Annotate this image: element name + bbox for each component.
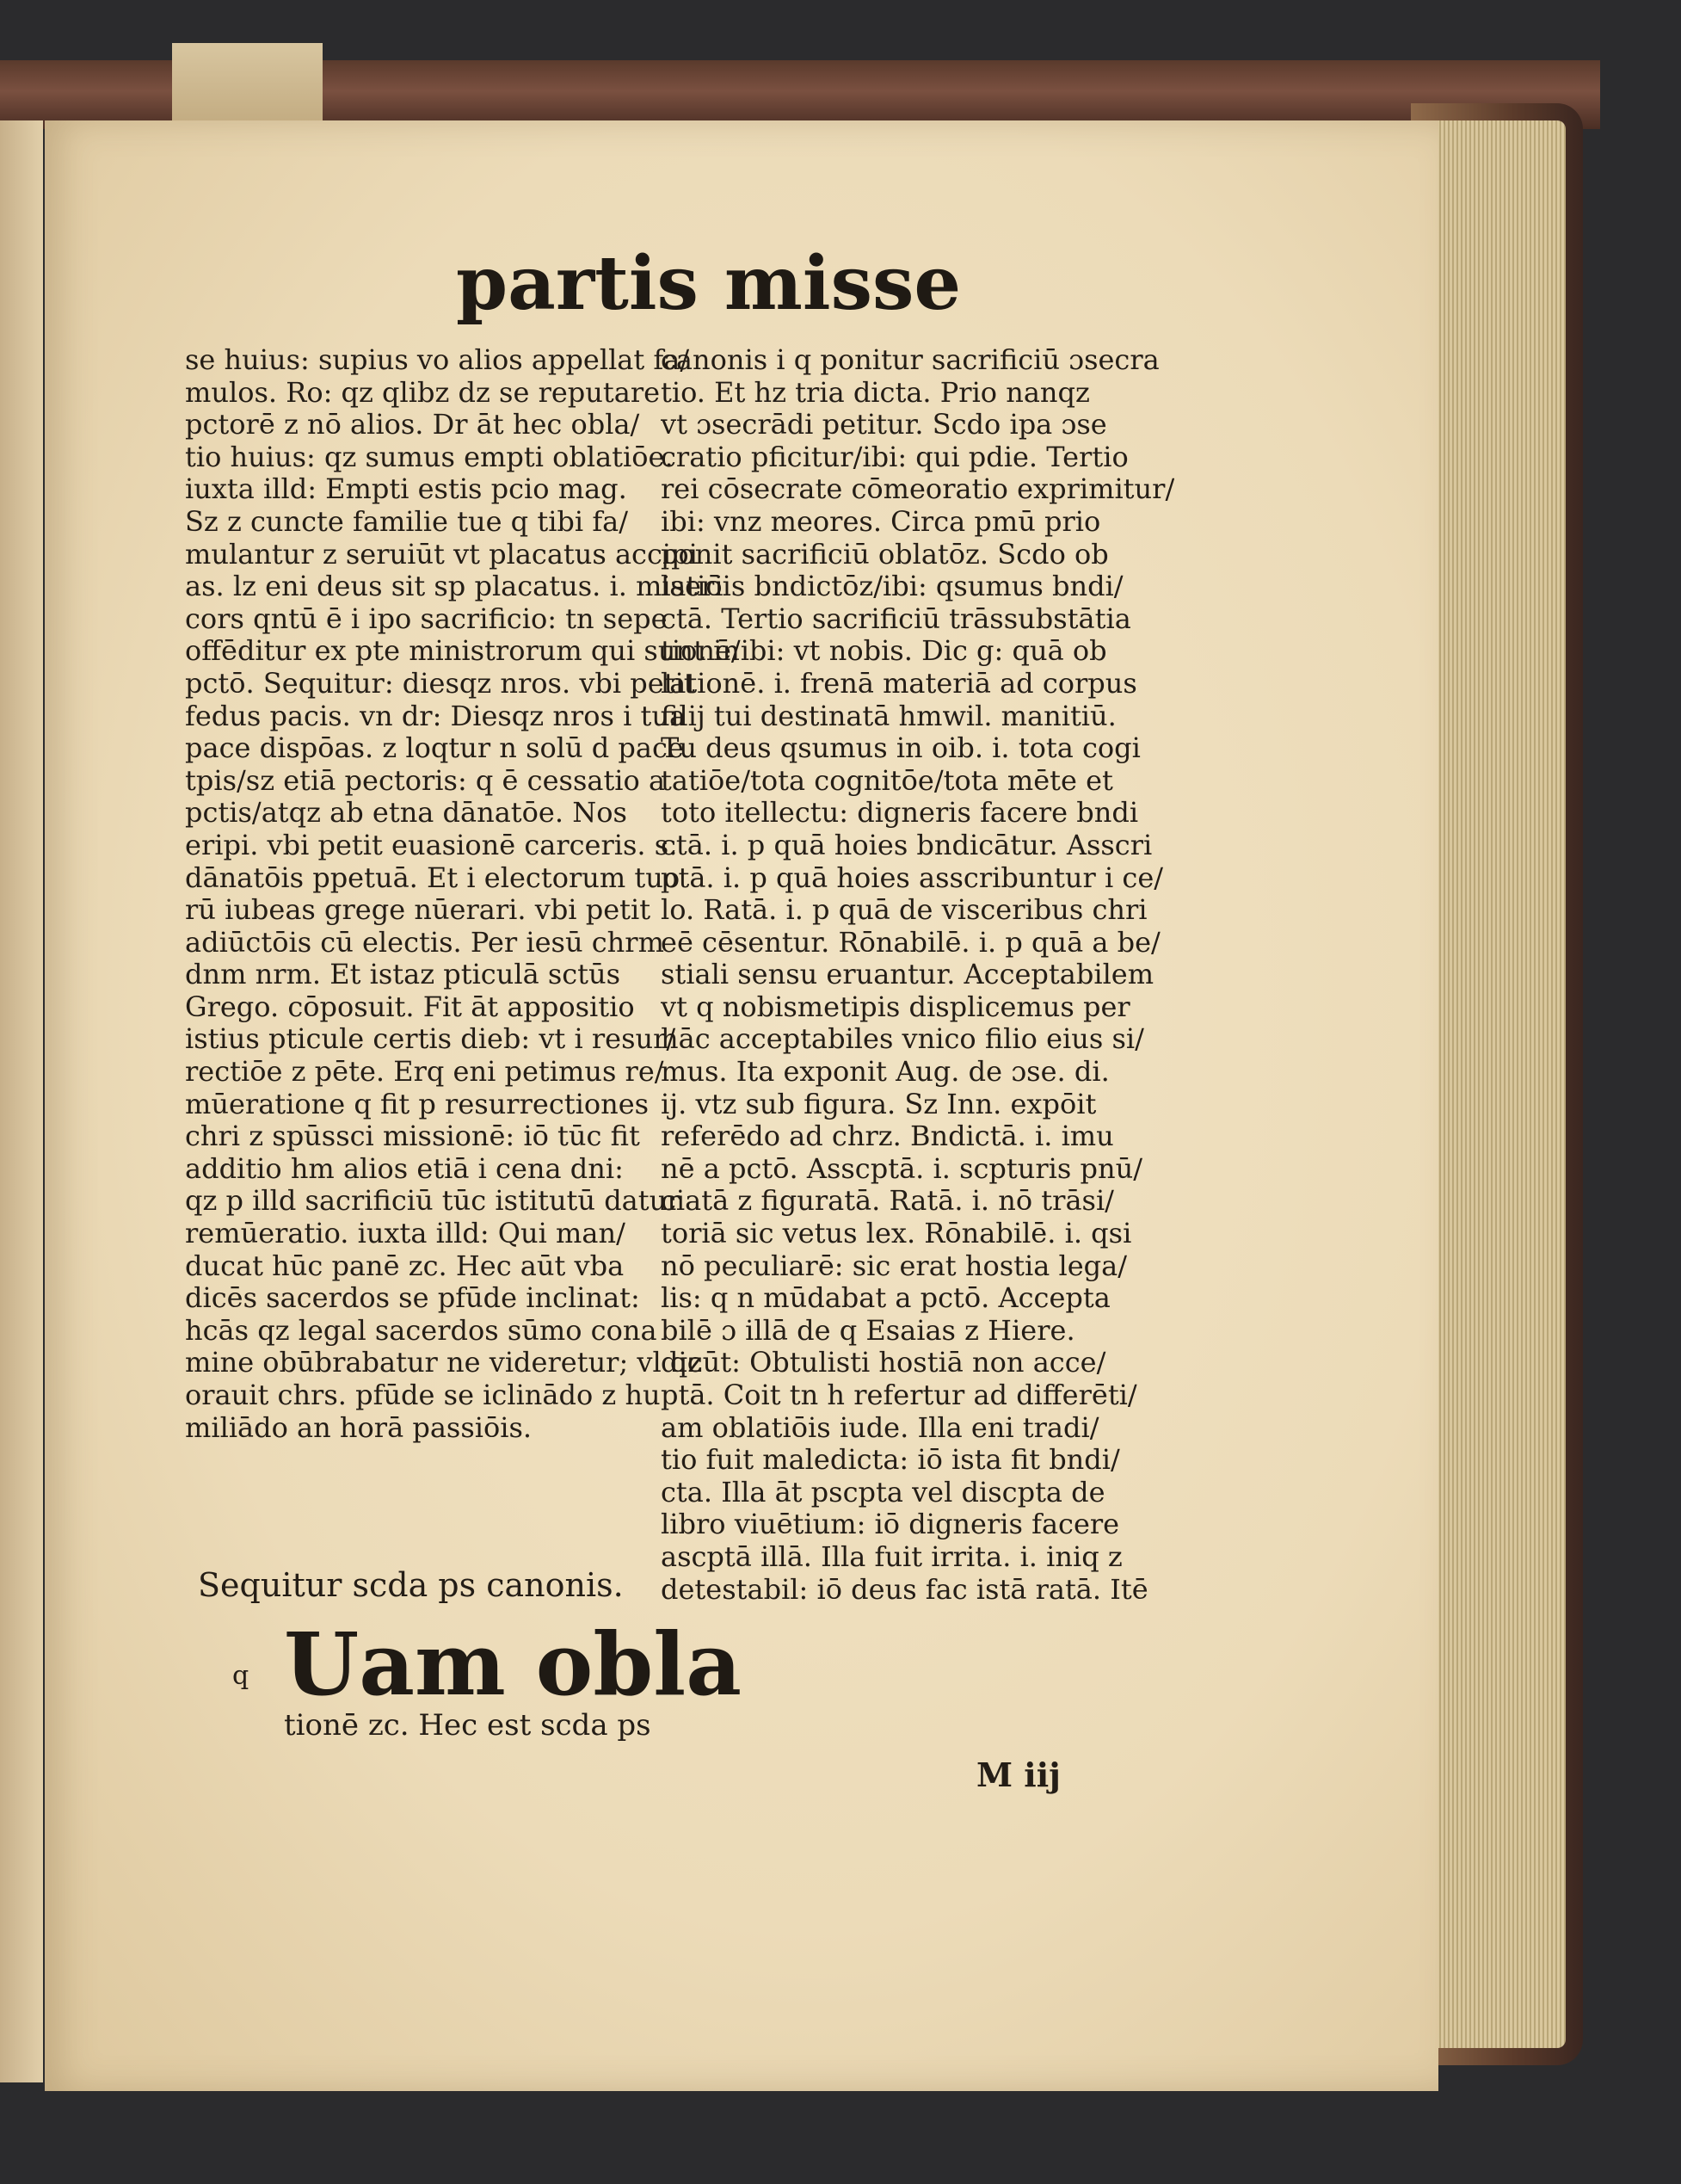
page-edges [1437, 120, 1566, 2048]
text-line: miliādo an horā passiōis. [185, 1411, 533, 1444]
signature-mark: M iij [976, 1755, 1061, 1794]
text-line: latiōis bndictōz/ibi: qsumus bndi/ [661, 571, 1124, 603]
text-line: cratio pficitur/ibi: qui pdie. Tertio [661, 441, 1129, 473]
incipit-continuation: tionē zc. Hec est scda ps [284, 1708, 651, 1743]
text-line: ctā. i. p quā hoies bndicātur. Asscri [661, 829, 1153, 861]
text-line: lo. Ratā. i. p quā de visceribus chri [661, 894, 1148, 927]
text-line: tionē/ibi: vt nobis. Dic g: quā ob [661, 635, 1107, 668]
text-line: pctō. Sequitur: diesqz nros. vbi petit [185, 667, 695, 700]
text-line: remūeratio. iuxta illd: Qui man/ [185, 1218, 625, 1250]
text-line: fedus pacis. vn dr: Diesqz nros i tua [185, 700, 687, 732]
text-line: mulos. Ro: qz qlibz dz se reputare [185, 376, 661, 409]
text-line: tpis/sz etiā pectoris: q ē cessatio a [185, 764, 666, 797]
text-line: toto itellectu: digneris facere bndi [661, 797, 1139, 830]
text-line: Sz z cuncte familie tue q tibi fa/ [185, 505, 629, 538]
text-line: orauit chrs. pfūde se iclinādo z hu [185, 1379, 661, 1411]
text-line: bilē ɔ illā de q Esaias z Hiere. [661, 1314, 1075, 1347]
text-line: rei cōsecrate cōmeoratio exprimitur/ [661, 473, 1175, 506]
text-line: iuxta illd: Empti estis pcio mag. [185, 473, 627, 506]
text-line: detestabil: iō deus fac istā ratā. Itē [661, 1573, 1148, 1606]
text-line: chri z spūssci missionē: iō tūc fit [185, 1120, 640, 1153]
facing-page-edge [0, 120, 43, 2082]
text-line: offēditur ex pte ministrorum qui sunt in [185, 635, 740, 668]
text-line: am oblatiōis iude. Illa eni tradi/ [661, 1411, 1099, 1444]
text-line: nē a pctō. Asscptā. i. scpturis pnū/ [661, 1152, 1142, 1185]
text-line: lationē. i. frenā materiā ad corpus [661, 667, 1137, 700]
text-line: vt q nobismetipis displicemus per [661, 990, 1130, 1023]
text-line: referēdo ad chrz. Bndictā. i. imu [661, 1120, 1114, 1153]
text-line: tatiōe/tota cognitōe/tota mēte et [661, 764, 1113, 797]
text-line: rū iubeas grege nūerari. vbi petit [185, 894, 651, 927]
text-line: ascptā illā. Illa fuit irrita. i. iniq z [661, 1540, 1123, 1573]
text-line: stiali sensu eruantur. Acceptabilem [661, 959, 1155, 991]
text-line: ij. vtz sub figura. Sz Inn. expōit [661, 1088, 1097, 1120]
text-line: libro viuētium: iō digneris facere [661, 1508, 1120, 1541]
text-line: dānatōis ppetuā. Et i electorum tuo [185, 861, 680, 894]
text-line: tio fuit maledicta: iō ista fit bndi/ [661, 1444, 1120, 1477]
text-line: pctorē z nō alios. Dr āt hec obla/ [185, 409, 640, 441]
text-line: ponit sacrificiū oblatōz. Scdo ob [661, 538, 1109, 571]
text-line: mūeratione q fit p resurrectiones [185, 1088, 650, 1120]
text-line: nō peculiarē: sic erat hostia lega/ [661, 1249, 1127, 1282]
text-line: tio. Et hz tria dicta. Prio nanqz [661, 376, 1090, 409]
text-line: mus. Ita exponit Aug. de ɔse. di. [661, 1056, 1110, 1089]
text-line: tio huius: qz sumus empti oblatiōe. [185, 441, 674, 473]
text-line: dicūt: Obtulisti hostiā non acce/ [661, 1347, 1106, 1379]
text-line: filij tui destinatā hmwil. manitiū. [661, 700, 1117, 732]
text-line: ibi: vnz meores. Circa pmū prio [661, 505, 1101, 538]
text-line: cors qntū ē i ipo sacrificio: tn sepe [185, 602, 668, 635]
text-line: mulantur z seruiūt vt placatus accipi [185, 538, 698, 571]
text-line: rectiōe z pēte. Erq eni petimus re/ [185, 1056, 664, 1089]
text-line: dicēs sacerdos se pfūde inclinat: [185, 1282, 640, 1315]
text-line: canonis i q ponitur sacrificiū ɔsecra [661, 344, 1160, 376]
text-line: hāc acceptabiles vnico filio eius si/ [661, 1023, 1144, 1056]
text-line: additio hm alios etiā i cena dni: [185, 1152, 624, 1185]
text-line: adiūctōis cū electis. Per iesū chrm [185, 926, 664, 959]
text-line: ptā. Coit tn h refertur ad differēti/ [661, 1379, 1137, 1411]
text-line: toriā sic vetus lex. Rōnabilē. i. qsi [661, 1218, 1132, 1250]
left-column [185, 344, 740, 1444]
text-line: vt ɔsecrādi petitur. Scdo ipa ɔse [661, 409, 1107, 441]
text-line: cta. Illa āt pscpta vel discpta de [661, 1476, 1105, 1508]
text-line: ducat hūc panē zc. Hec aūt vba [185, 1249, 625, 1282]
text-line: pctis/atqz ab etna dānatōe. Nos [185, 797, 627, 830]
text-line: mine obūbrabatur ne videretur; vl qz [185, 1347, 703, 1379]
text-line: se huius: supius vo alios appellat fa/ [185, 344, 690, 376]
text-line: istius pticule certis dieb: vt i resur/ [185, 1023, 676, 1056]
text-line: Tu deus qsumus in oib. i. tota cogi [661, 732, 1141, 765]
text-line: ctā. Tertio sacrificiū trāssubstātia [661, 602, 1131, 635]
text-line: hcās qz legal sacerdos sūmo cona [185, 1314, 657, 1347]
running-header: partis misse [456, 240, 962, 327]
text-line: lis: q n mūdabat a pctō. Accepta [661, 1282, 1111, 1315]
text-line: Grego. cōposuit. Fit āt appositio [185, 990, 635, 1023]
text-line: dnm nrm. Et istaz pticulā sctūs [185, 959, 621, 991]
text-line: pace dispōas. z loqtur n solū d pace [185, 732, 684, 765]
text-line: qz p illd sacrificiū tūc istitutū datur [185, 1185, 680, 1218]
incipit-heading: Uam obla [284, 1613, 742, 1715]
text-line: as. lz eni deus sit sp placatus. i. miseri [185, 571, 724, 603]
text-line: eripi. vbi petit euasionē carceris. s. [185, 829, 678, 861]
section-caption: Sequitur scda ps canonis. [198, 1566, 624, 1604]
text-line: ptā. i. p quā hoies asscribuntur i ce/ [661, 861, 1164, 894]
right-column [661, 344, 1174, 1606]
guide-letter: q [232, 1661, 249, 1691]
text-line: ciatā z figuratā. Ratā. i. nō trāsi/ [661, 1185, 1114, 1218]
text-line: eē cēsentur. Rōnabilē. i. p quā a be/ [661, 926, 1161, 959]
